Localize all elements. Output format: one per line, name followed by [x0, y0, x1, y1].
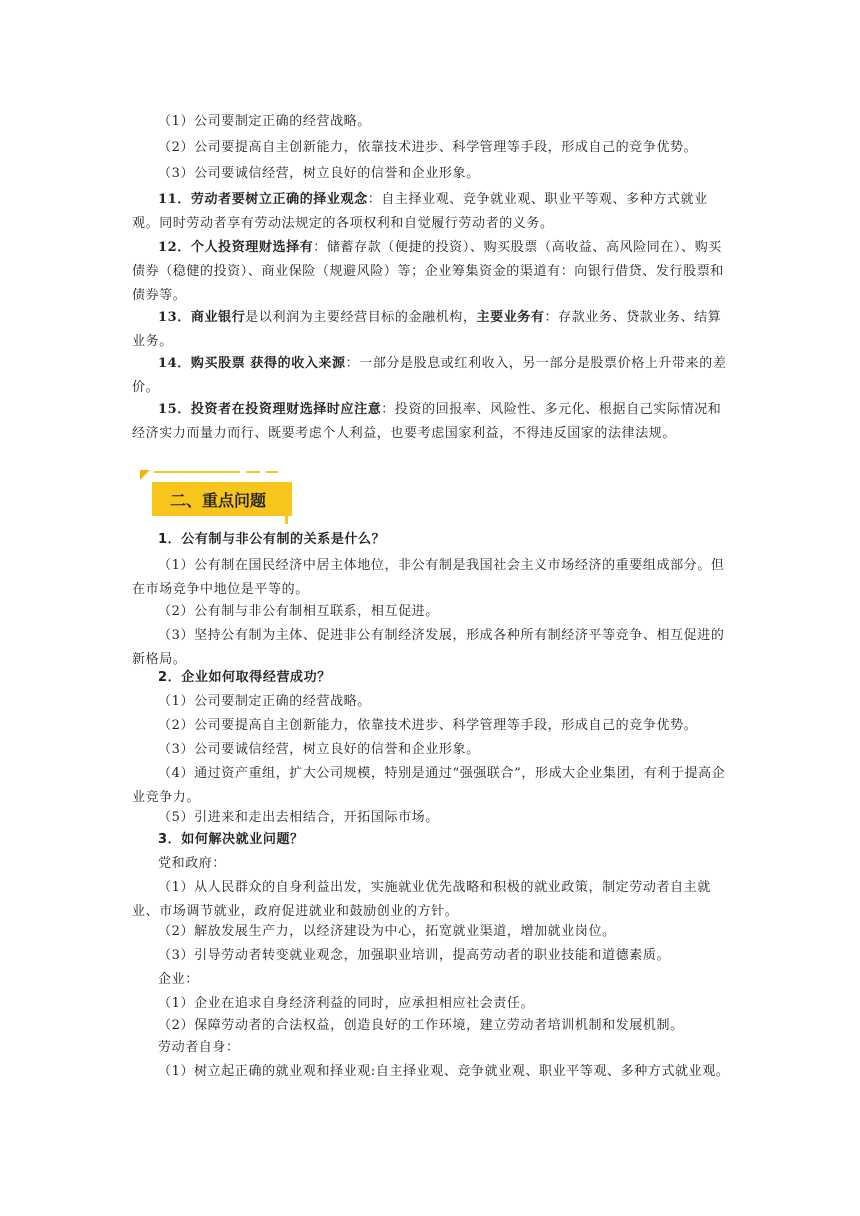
- question-heading: 2．企业如何取得经营成功？: [158, 670, 331, 685]
- paragraph: （1）公司要制定正确的经营战略。: [158, 694, 371, 709]
- term-body: ：储蓄存款（便捷的投资）、购买股票（高收益、高风险同在）、购买债券（稳健的投资）、商业保险（规避风险）等；企业筹集资金的渠道有：向银行借贷、发行股票和债券等。: [132, 240, 724, 303]
- paragraph: （4）通过资产重组，扩大公司规模，特别是通过“强强联合”，形成大企业集团，有利于提高企业竞争力。: [132, 766, 726, 805]
- paragraph: （5）引进来和走出去相结合，开拓国际市场。: [158, 810, 439, 825]
- term-heading: 13．商业银行: [158, 310, 246, 325]
- paragraph: 企业：: [158, 972, 199, 987]
- paragraph: （3）公司要诚信经营，树立良好的信誉和企业形象。: [158, 166, 480, 181]
- paragraph: （1）从人民群众的自身利益出发，实施就业优先战略和积极的就业政策，制定劳动者自主就业、市场调节就业，政府促进就业和鼓励创业的方针。: [132, 880, 711, 919]
- question-heading: 3．如何解决就业问题？: [158, 832, 304, 847]
- term-body: ：存款业务、贷款业务、结算业务。: [132, 310, 722, 349]
- section-title: 二、重点问题: [170, 491, 267, 510]
- paragraph: （3）坚持公有制为主体、促进非公有制经济发展，形成各种所有制经济平等竞争、相互促进的新格局。: [132, 628, 725, 667]
- paragraph-14: [132, 352, 730, 400]
- paragraph: （2）保障劳动者的合法权益，创造良好的工作环境，建立劳动者培训机制和发展机制。: [158, 1018, 684, 1033]
- banner-corner-triangle: [140, 470, 150, 480]
- term-heading: 14．购买股票 获得的收入来源: [158, 356, 346, 371]
- term-heading: 12．个人投资理财选择有: [158, 240, 314, 255]
- paragraph: （1）树立起正确的就业观和择业观:自主择业观、竞争就业观、职业平等观、多种方式就业观。: [158, 1064, 730, 1079]
- paragraph: 党和政府：: [158, 856, 227, 871]
- paragraph: （2）公有制与非公有制相互联系，相互促进。: [158, 604, 439, 619]
- paragraph-13: [132, 306, 730, 354]
- paragraph: （2）公司要提高自主创新能力，依靠技术进步、科学管理等手段，形成自己的竞争优势。: [158, 718, 698, 733]
- paragraph: （3）公司要诚信经营，树立良好的信誉和企业形象。: [158, 742, 480, 757]
- banner-side-bar: [285, 484, 288, 524]
- paragraph: （3）引导劳动者转变就业观念，加强职业培训，提高劳动者的职业技能和道德素质。: [158, 948, 671, 963]
- banner-top-line: [154, 471, 240, 473]
- paragraph-11: [132, 188, 730, 236]
- paragraph: （1）公司要制定正确的经营战略。: [158, 114, 371, 129]
- term-body: ：一部分是股息或红利收入，另一部分是股票价格上升带来的差价。: [132, 356, 727, 395]
- paragraph-12: [132, 236, 730, 308]
- term-heading: 主要业务有: [476, 310, 545, 325]
- term-heading: 15．投资者在投资理财选择时应注意: [158, 402, 382, 417]
- section-banner: [140, 470, 300, 524]
- paragraph: （1）公有制在国民经济中居主体地位，非公有制是我国社会主义市场经济的重要组成部分。但在市场竞争中地位是平等的。: [132, 558, 725, 597]
- term-body: 是以利润为主要经营目标的金融机构，: [245, 310, 477, 325]
- term-heading: 11．劳动者要树立正确的择业观念: [158, 192, 368, 207]
- term-body: ：自主择业观、竞争就业观、职业平等观、多种方式就业观。同时劳动者享有劳动法规定的各项权利和自觉履行劳动者的义务。: [132, 192, 708, 231]
- paragraph: 劳动者自身：: [158, 1040, 240, 1055]
- term-body: ：投资的回报率、风险性、多元化、根据自己实际情况和经济实力而量力而行、既要考虑个人利益，也要考虑国家利益，不得违反国家的法律法规。: [132, 402, 722, 441]
- banner-dash: [246, 471, 260, 473]
- paragraph: （2）公司要提高自主创新能力，依靠技术进步、科学管理等手段，形成自己的竞争优势。: [158, 140, 698, 155]
- question-heading: 1．公有制与非公有制的关系是什么？: [158, 532, 386, 547]
- paragraph-15: [132, 398, 730, 446]
- paragraph: （1）企业在追求自身经济利益的同时，应承担相应社会责任。: [158, 996, 535, 1011]
- paragraph: （2）解放发展生产力，以经济建设为中心，拓宽就业渠道，增加就业岗位。: [158, 924, 616, 939]
- banner-dash: [266, 471, 278, 473]
